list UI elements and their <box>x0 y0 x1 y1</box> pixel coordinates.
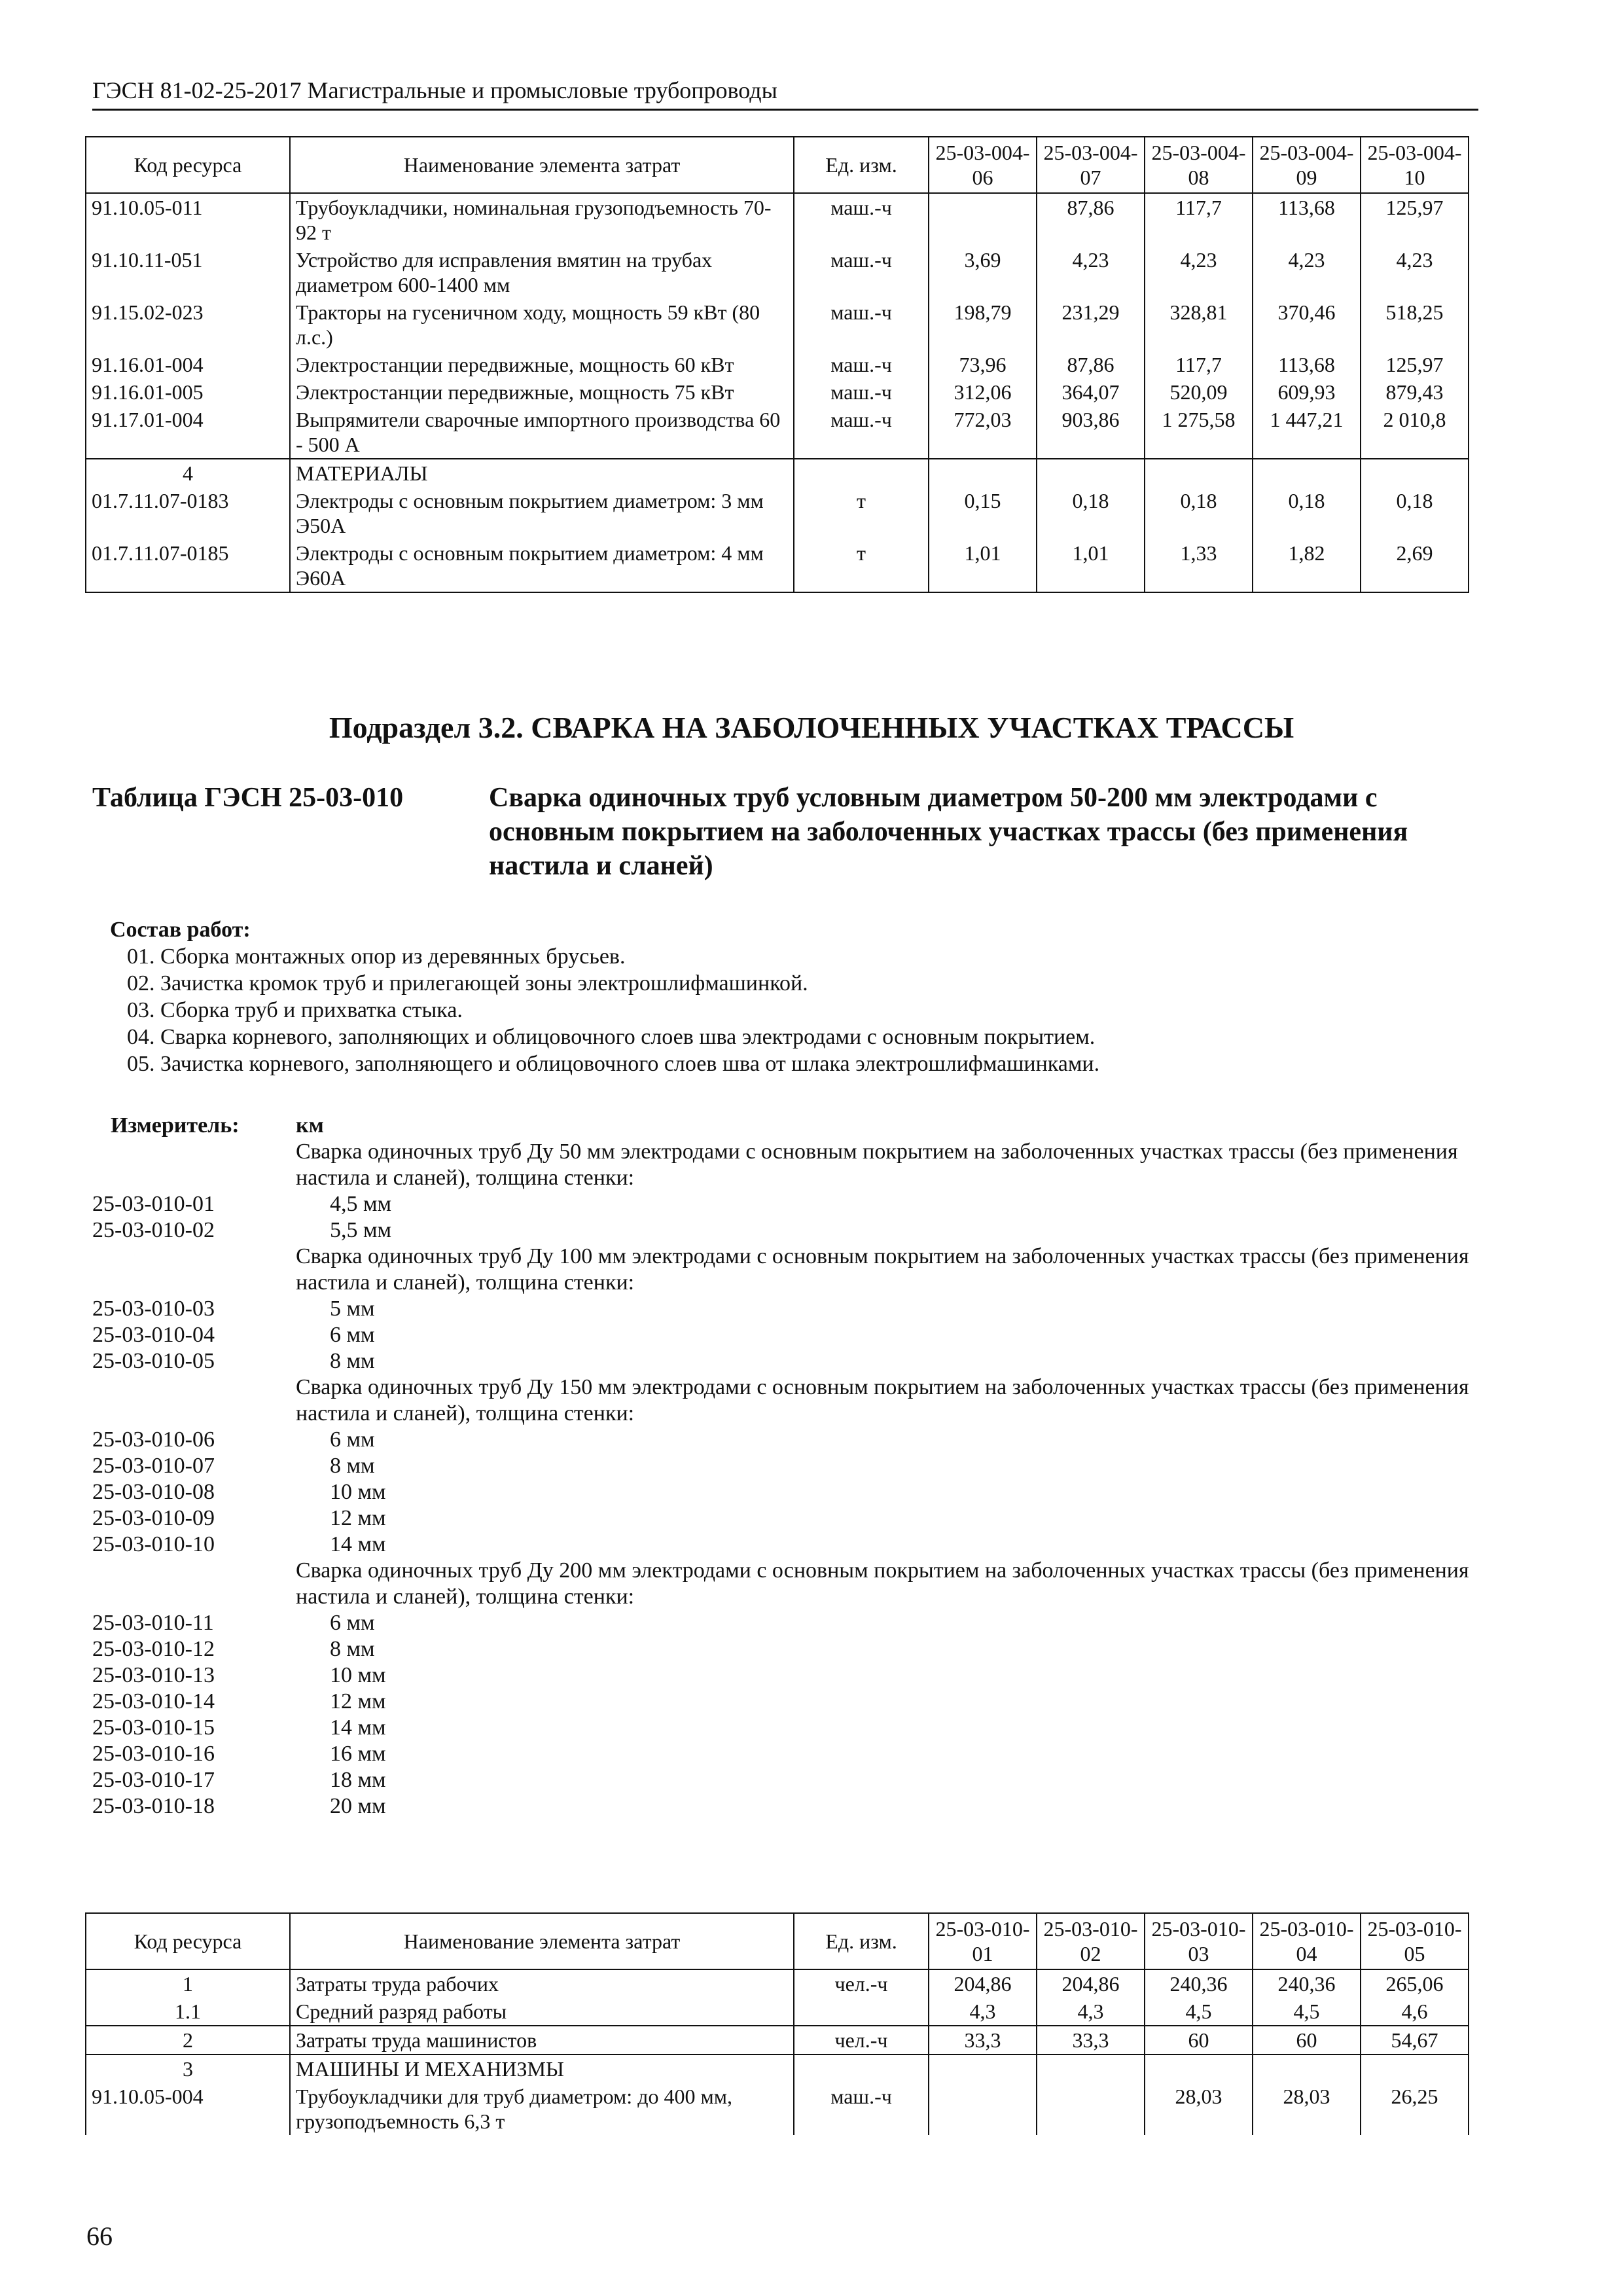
work-item: 04. Сварка корневого, заполняющих и облицовочного слоев шва электродами с основным покрытием. <box>127 1025 1096 1049</box>
norm-value: 125,97 <box>1361 193 1469 246</box>
norm-value: 240,36 <box>1145 1969 1253 1998</box>
resource-unit: т <box>794 539 929 592</box>
norm-value: 125,97 <box>1361 351 1469 378</box>
norm-value: 4,6 <box>1361 1998 1469 2026</box>
resource-table-top <box>85 136 1469 593</box>
resource-code: 91.10.05-004 <box>86 2083 290 2135</box>
resource-unit: маш.-ч <box>794 246 929 298</box>
col-norm-header: 25-03-004-10 <box>1361 137 1469 193</box>
norm-value: 240,36 <box>1253 1969 1361 1998</box>
wall-thickness: 20 мм <box>330 1794 386 1818</box>
resource-name: Электроды с основным покрытием диаметром: 4 мм Э60А <box>290 539 794 592</box>
norm-value: 370,46 <box>1253 298 1361 351</box>
col-norm-header: 25-03-004-09 <box>1253 137 1361 193</box>
table-row <box>86 2083 1469 2135</box>
norm-code: 25-03-010-05 <box>92 1349 215 1373</box>
norm-value: 4,5 <box>1253 1998 1361 2026</box>
norm-value <box>1037 2083 1145 2135</box>
wall-thickness: 8 мм <box>330 1637 375 1661</box>
page-number: 66 <box>86 2221 113 2251</box>
resource-code: 2 <box>86 2026 290 2054</box>
table-header-row <box>86 1913 1469 1969</box>
section-title: МАТЕРИАЛЫ <box>290 459 794 487</box>
norm-value: 4,23 <box>1145 246 1253 298</box>
norm-value: 204,86 <box>929 1969 1037 1998</box>
norm-value: 117,7 <box>1145 193 1253 246</box>
wall-thickness: 6 мм <box>330 1427 375 1452</box>
norm-value: 0,18 <box>1253 487 1361 539</box>
group-description: Сварка одиночных труб Ду 50 мм электродами с основным покрытием на заболоченных участках трассы (без применения настила и сланей), толщина стенки: <box>296 1139 1458 1190</box>
norm-value: 198,79 <box>929 298 1037 351</box>
col-norm-header: 25-03-010-01 <box>929 1913 1037 1969</box>
col-name-header: Наименование элемента затрат <box>290 1913 794 1969</box>
col-norm-header: 25-03-004-08 <box>1145 137 1253 193</box>
norm-value: 4,23 <box>1361 246 1469 298</box>
norm-value: 903,86 <box>1037 406 1145 459</box>
work-item: 05. Зачистка корневого, заполняющего и облицовочного слоев шва от шлака электрошлифмашинками. <box>127 1052 1100 1076</box>
resource-code: 1 <box>86 1969 290 1998</box>
resource-name: Затраты труда рабочих <box>290 1969 794 1998</box>
norm-value: 1,01 <box>929 539 1037 592</box>
norm-value: 1 275,58 <box>1145 406 1253 459</box>
norm-value: 0,18 <box>1361 487 1469 539</box>
norm-value: 312,06 <box>929 378 1037 406</box>
norm-value: 1,82 <box>1253 539 1361 592</box>
norm-value: 28,03 <box>1145 2083 1253 2135</box>
resource-name: Электростанции передвижные, мощность 60 кВт <box>290 351 794 378</box>
resource-code: 91.15.02-023 <box>86 298 290 351</box>
norm-value: 60 <box>1145 2026 1253 2054</box>
resource-unit: т <box>794 487 929 539</box>
table-row <box>86 406 1469 459</box>
table-code: Таблица ГЭСН 25-03-010 <box>92 783 404 813</box>
norm-value: 113,68 <box>1253 193 1361 246</box>
resource-name: Затраты труда машинистов <box>290 2026 794 2054</box>
resource-code: 91.10.05-011 <box>86 193 290 246</box>
norm-code: 25-03-010-02 <box>92 1218 215 1242</box>
table-row <box>86 246 1469 298</box>
norm-code: 25-03-010-08 <box>92 1480 215 1504</box>
table-row <box>86 193 1469 246</box>
norm-value: 3,69 <box>929 246 1037 298</box>
norm-value: 4,23 <box>1037 246 1145 298</box>
norm-value: 4,3 <box>929 1998 1037 2026</box>
wall-thickness: 10 мм <box>330 1663 386 1687</box>
norm-code: 25-03-010-13 <box>92 1663 215 1687</box>
wall-thickness: 12 мм <box>330 1689 386 1713</box>
section-code: 3 <box>86 2054 290 2083</box>
meter-unit: км <box>296 1113 324 1138</box>
col-unit-header: Ед. изм. <box>794 1913 929 1969</box>
col-norm-header: 25-03-010-03 <box>1145 1913 1253 1969</box>
meter-block <box>92 1113 1480 1820</box>
running-header: ГЭСН 81-02-25-2017 Магистральные и промысловые трубопроводы <box>92 77 1478 111</box>
group-description: Сварка одиночных труб Ду 100 мм электродами с основным покрытием на заболоченных участках трассы (без применения настила и сланей), толщина стенки: <box>296 1244 1469 1295</box>
table-row <box>86 487 1469 539</box>
norm-code: 25-03-010-04 <box>92 1323 215 1347</box>
norm-value <box>929 193 1037 246</box>
norm-value: 4,5 <box>1145 1998 1253 2026</box>
norm-code: 25-03-010-12 <box>92 1637 215 1661</box>
norm-value: 4,3 <box>1037 1998 1145 2026</box>
norm-value: 87,86 <box>1037 193 1145 246</box>
work-composition <box>110 916 1099 1077</box>
resource-table-bottom <box>85 1912 1469 2135</box>
col-name-header: Наименование элемента затрат <box>290 137 794 193</box>
norm-value: 60 <box>1253 2026 1361 2054</box>
norm-code: 25-03-010-06 <box>92 1427 215 1452</box>
norm-value: 26,25 <box>1361 2083 1469 2135</box>
norm-value: 33,3 <box>929 2026 1037 2054</box>
norm-value: 117,7 <box>1145 351 1253 378</box>
wall-thickness: 6 мм <box>330 1611 375 1635</box>
table-header-row <box>86 137 1469 193</box>
wall-thickness: 14 мм <box>330 1715 386 1740</box>
meter-label: Измеритель: <box>111 1113 240 1138</box>
wall-thickness: 14 мм <box>330 1532 386 1556</box>
norm-value: 2,69 <box>1361 539 1469 592</box>
wall-thickness: 12 мм <box>330 1506 386 1530</box>
norm-value: 0,18 <box>1037 487 1145 539</box>
resource-unit: маш.-ч <box>794 193 929 246</box>
work-item: 01. Сборка монтажных опор из деревянных брусьев. <box>127 944 626 969</box>
section-code: 4 <box>86 459 290 487</box>
norm-value: 0,18 <box>1145 487 1253 539</box>
resource-unit: маш.-ч <box>794 378 929 406</box>
norm-value: 772,03 <box>929 406 1037 459</box>
norm-code: 25-03-010-01 <box>92 1192 215 1216</box>
table-row <box>86 539 1469 592</box>
resource-name: Устройство для исправления вмятин на трубах диаметром 600-1400 мм <box>290 246 794 298</box>
table-row <box>86 351 1469 378</box>
resource-name: Электроды с основным покрытием диаметром: 3 мм Э50А <box>290 487 794 539</box>
section-row <box>86 2054 1469 2083</box>
work-item: 02. Зачистка кромок труб и прилегающей зоны электрошлифмашинкой. <box>127 971 808 996</box>
norm-value: 364,07 <box>1037 378 1145 406</box>
resource-unit: маш.-ч <box>794 2083 929 2135</box>
norm-value: 520,09 <box>1145 378 1253 406</box>
group-description: Сварка одиночных труб Ду 200 мм электродами с основным покрытием на заболоченных участках трассы (без применения настила и сланей), толщина стенки: <box>296 1558 1469 1609</box>
norm-value: 609,93 <box>1253 378 1361 406</box>
norm-value: 1,33 <box>1145 539 1253 592</box>
norm-value: 54,67 <box>1361 2026 1469 2054</box>
table-row <box>86 378 1469 406</box>
resource-code: 1.1 <box>86 1998 290 2026</box>
resource-unit: маш.-ч <box>794 351 929 378</box>
col-norm-header: 25-03-004-06 <box>929 137 1037 193</box>
resource-name: Выпрямители сварочные импортного производства 60 - 500 А <box>290 406 794 459</box>
resource-name: Тракторы на гусеничном ходу, мощность 59 кВт (80 л.с.) <box>290 298 794 351</box>
norm-code: 25-03-010-16 <box>92 1742 215 1766</box>
norm-value: 231,29 <box>1037 298 1145 351</box>
section-title: МАШИНЫ И МЕХАНИЗМЫ <box>290 2054 794 2083</box>
norm-code: 25-03-010-03 <box>92 1297 215 1321</box>
table-row <box>86 2026 1469 2054</box>
resource-unit: маш.-ч <box>794 406 929 459</box>
norm-code: 25-03-010-11 <box>92 1611 214 1635</box>
col-norm-header: 25-03-004-07 <box>1037 137 1145 193</box>
work-item: 03. Сборка труб и прихватка стыка. <box>127 998 463 1022</box>
group-description: Сварка одиночных труб Ду 150 мм электродами с основным покрытием на заболоченных участках трассы (без применения настила и сланей), толщина стенки: <box>296 1375 1469 1426</box>
norm-code: 25-03-010-17 <box>92 1768 215 1792</box>
norm-value: 265,06 <box>1361 1969 1469 1998</box>
wall-thickness: 6 мм <box>330 1323 375 1347</box>
resource-unit: чел.-ч <box>794 2026 929 2054</box>
col-code-header: Код ресурса <box>86 137 290 193</box>
norm-value: 4,23 <box>1253 246 1361 298</box>
col-norm-header: 25-03-010-04 <box>1253 1913 1361 1969</box>
table-row <box>86 1998 1469 2026</box>
resource-name: Средний разряд работы <box>290 1998 794 2026</box>
section-row <box>86 459 1469 487</box>
norm-value: 1,01 <box>1037 539 1145 592</box>
resource-code: 91.17.01-004 <box>86 406 290 459</box>
wall-thickness: 8 мм <box>330 1349 375 1373</box>
resource-unit: маш.-ч <box>794 298 929 351</box>
table-title: Сварка одиночных труб условным диаметром 50-200 мм электродами с основным покрытием на заболоченных участках трассы (без применения настила и сланей) <box>489 783 1408 881</box>
norm-code: 25-03-010-07 <box>92 1454 215 1478</box>
wall-thickness: 18 мм <box>330 1768 386 1792</box>
wall-thickness: 5 мм <box>330 1297 375 1321</box>
norm-value: 204,86 <box>1037 1969 1145 1998</box>
wall-thickness: 10 мм <box>330 1480 386 1504</box>
wall-thickness: 4,5 мм <box>330 1192 392 1216</box>
resource-code: 91.16.01-004 <box>86 351 290 378</box>
wall-thickness: 5,5 мм <box>330 1218 392 1242</box>
norm-value: 879,43 <box>1361 378 1469 406</box>
norm-value: 113,68 <box>1253 351 1361 378</box>
subsection-heading: Подраздел 3.2. СВАРКА НА ЗАБОЛОЧЕННЫХ УЧАСТКАХ ТРАССЫ <box>329 711 1294 744</box>
norm-code: 25-03-010-09 <box>92 1506 215 1530</box>
norm-value: 28,03 <box>1253 2083 1361 2135</box>
col-code-header: Код ресурса <box>86 1913 290 1969</box>
resource-name: Электростанции передвижные, мощность 75 кВт <box>290 378 794 406</box>
col-norm-header: 25-03-010-02 <box>1037 1913 1145 1969</box>
wall-thickness: 16 мм <box>330 1742 386 1766</box>
table-row <box>86 1969 1469 1998</box>
table-row <box>86 298 1469 351</box>
wall-thickness: 8 мм <box>330 1454 375 1478</box>
resource-unit: чел.-ч <box>794 1969 929 1998</box>
norm-value <box>929 2083 1037 2135</box>
norm-value: 33,3 <box>1037 2026 1145 2054</box>
resource-code: 01.7.11.07-0183 <box>86 487 290 539</box>
norm-code: 25-03-010-10 <box>92 1532 215 1556</box>
resource-code: 91.10.11-051 <box>86 246 290 298</box>
col-norm-header: 25-03-010-05 <box>1361 1913 1469 1969</box>
resource-code: 01.7.11.07-0185 <box>86 539 290 592</box>
norm-code: 25-03-010-18 <box>92 1794 215 1818</box>
resource-name: Трубоукладчики, номинальная грузоподъемность 70-92 т <box>290 193 794 246</box>
norm-code: 25-03-010-14 <box>92 1689 215 1713</box>
norm-value: 2 010,8 <box>1361 406 1469 459</box>
norm-value: 0,15 <box>929 487 1037 539</box>
resource-name: Трубоукладчики для труб диаметром: до 400 мм, грузоподъемность 6,3 т <box>290 2083 794 2135</box>
resource-unit <box>794 1998 929 2026</box>
norm-value: 1 447,21 <box>1253 406 1361 459</box>
norm-value: 328,81 <box>1145 298 1253 351</box>
col-unit-header: Ед. изм. <box>794 137 929 193</box>
norm-value: 73,96 <box>929 351 1037 378</box>
norm-value: 87,86 <box>1037 351 1145 378</box>
norm-code: 25-03-010-15 <box>92 1715 215 1740</box>
resource-code: 91.16.01-005 <box>86 378 290 406</box>
work-composition-heading: Состав работ: <box>110 918 251 942</box>
norm-value: 518,25 <box>1361 298 1469 351</box>
